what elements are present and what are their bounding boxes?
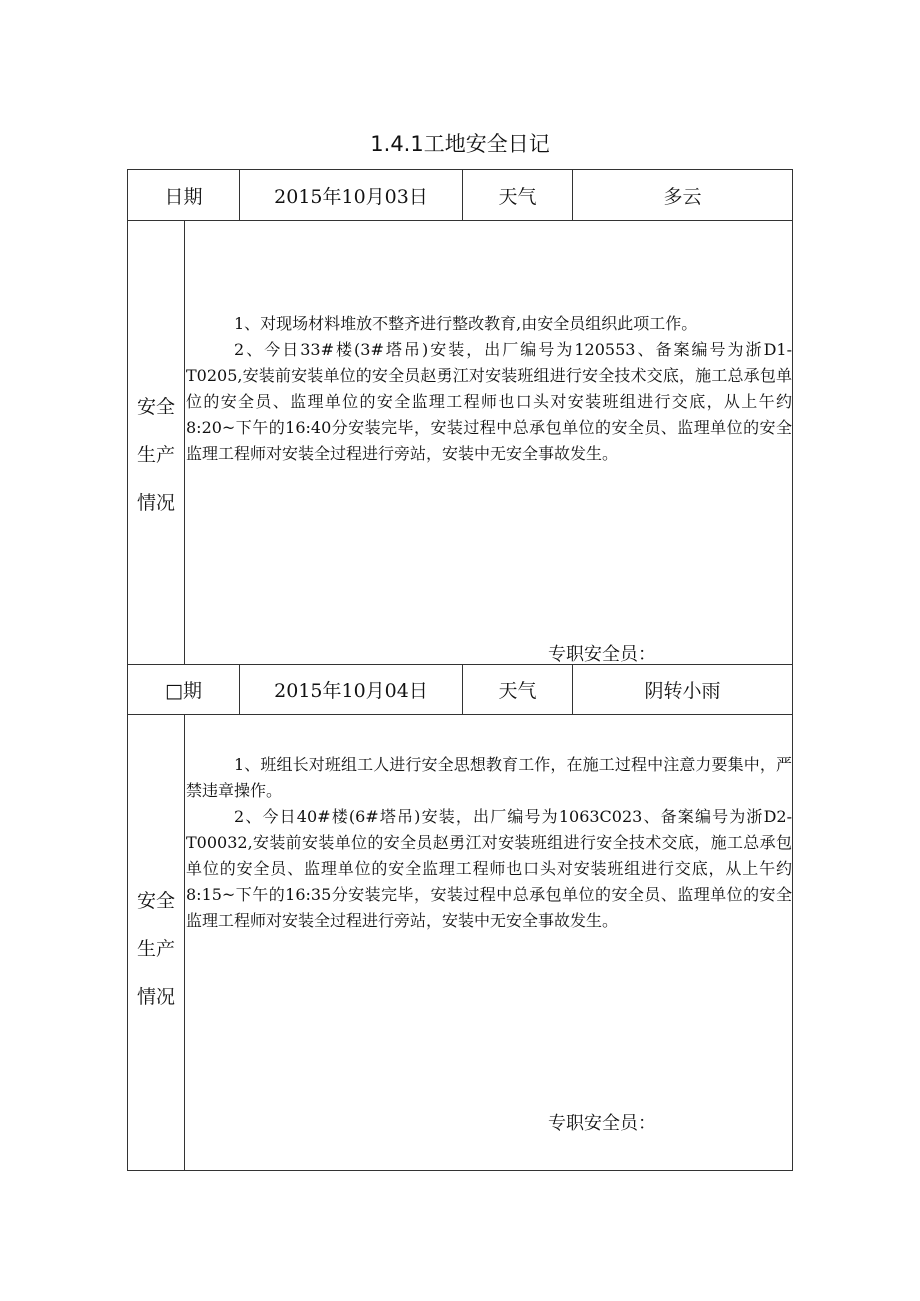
report-item: 1、对现场材料堆放不整齐进行整改教育,由安全员组织此项工作。 (234, 314, 698, 333)
report-item: 2、今日33#楼(3#塔吊)安装，出厂编号为120553、备案编号为浙D1-T0205,安装前安装单位的安全员赵勇江对安装班组进行安全技术交底，施工总承包单位的安全员、监理单位的安全监理工程师也口头对安装班组进行交底，从上午约8:20~下午的16:40分安装完毕，安装过程中总承包单位的安全员、监理单位的安全监理工程师对安装全过程进行旁站，安装中无安全事故发生。 (186, 340, 792, 463)
weather-value: 阴转小雨 (644, 680, 721, 702)
report-item: 1、班组长对班组工人进行安全思想教育工作，在施工过程中注意力要集中，严禁违章操作。 (186, 755, 792, 800)
section-label-line: 安全 (136, 890, 175, 912)
date-label: □期 (165, 680, 202, 702)
date-value: 2015年10月04日 (274, 680, 428, 702)
report-item: 2、今日40#楼(6#塔吊)安装，出厂编号为1063C023、备案编号为浙D2-T00032,安装前安装单位的安全员赵勇江对安装班组进行安全技术交底，施工总承包单位的安全员、监理单位的安全监理工程师也口头对安装班组进行交底，从上午约8:15~下午的16:35分安装完毕，安装过程中总承包单位的安全员、监理单位的安全监理工程师对安装全过程进行旁站，安装中无安全事故发生。 (186, 807, 792, 930)
section-divider (184, 220, 185, 665)
section-label-line: 情况 (136, 986, 175, 1008)
section-label (128, 383, 184, 527)
row-divider (127, 220, 793, 221)
date-value: 2015年10月03日 (274, 185, 428, 208)
date-label: 日期 (164, 185, 203, 208)
weather-label: 天气 (498, 185, 537, 208)
table-border-bottom (127, 1170, 793, 1171)
section-label-line: 情况 (136, 492, 175, 514)
section-label (128, 877, 184, 1021)
safety-officer-label: 专职安全员： (548, 644, 656, 665)
page-title: 1.4.1工地安全日记 (370, 132, 550, 156)
weather-label: 天气 (498, 680, 537, 702)
section-label-line: 生产 (136, 938, 175, 960)
section-divider (184, 714, 185, 1171)
safety-report (186, 752, 792, 934)
row-divider (127, 714, 793, 715)
weather-value: 多云 (663, 185, 702, 208)
section-label-line: 生产 (136, 444, 175, 466)
table-border-right (792, 169, 793, 1171)
section-label-line: 安全 (136, 396, 175, 418)
safety-officer-label: 专职安全员： (548, 1113, 656, 1134)
safety-report (186, 311, 792, 467)
